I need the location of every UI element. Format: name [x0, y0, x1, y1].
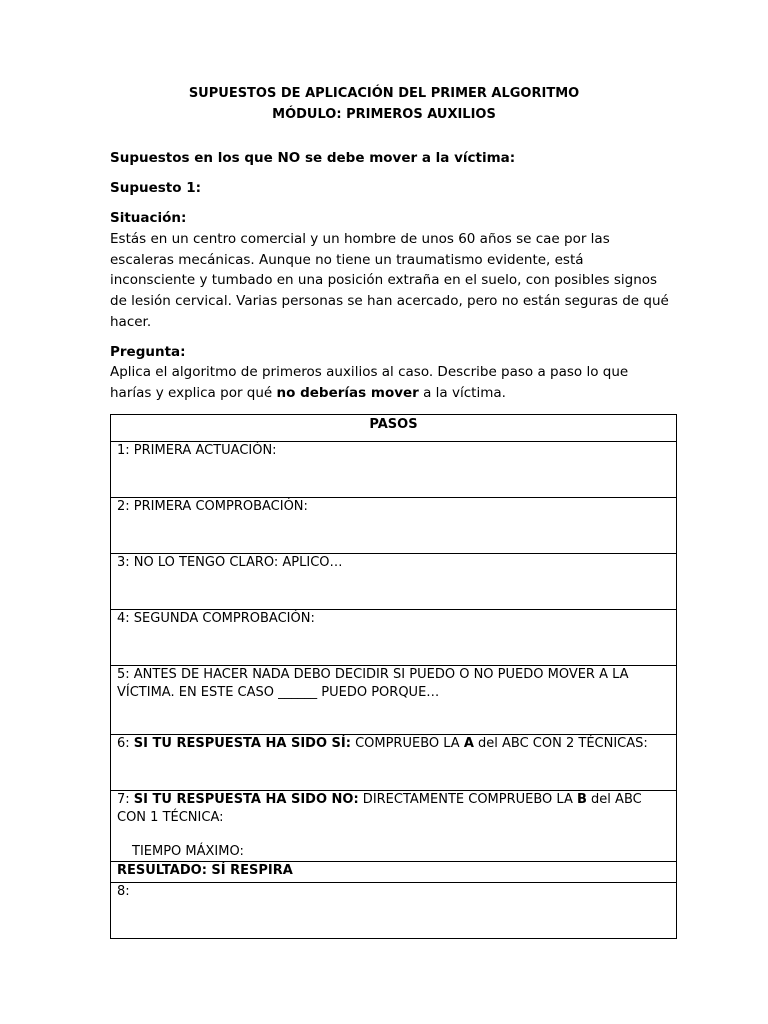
step-7-text: DIRECTAMENTE COMPRUEBO LA — [358, 792, 577, 807]
situacion-heading: Situación: — [110, 210, 187, 226]
pregunta-text-emphasis: no deberías mover — [276, 384, 419, 401]
module-subtitle: MÓDULO: PRIMEROS AUXILIOS — [272, 107, 496, 122]
steps-table — [110, 414, 677, 939]
step-2-cell[interactable]: 2: PRIMERA COMPROBACIÓN: — [111, 498, 677, 554]
step-7-letter: B — [577, 792, 587, 807]
step-3-cell[interactable]: 3: NO LO TENGO CLARO: APLICO… — [111, 554, 677, 610]
step-8-cell[interactable]: 8: — [111, 883, 677, 939]
situacion-text: Estás en un centro comercial y un hombre de unos 60 años se cae por las escaleras mecánicas. Aunque no tiene un traumatismo evidente, está inconsciente y tumbado en una posición extraña en el suelo, con posibles signos de lesión cervical. Varias personas se han acercado, pero no están seguras de qué hacer. — [110, 231, 669, 330]
pregunta-text-end: a la víctima. — [418, 384, 506, 401]
step-6-text-end: del ABC CON 2 TÉCNICAS: — [473, 736, 648, 751]
step-6-text: COMPRUEBO LA — [350, 736, 464, 751]
step-5-cell[interactable]: 5: ANTES DE HACER NADA DEBO DECIDIR SI PUEDO O NO PUEDO MOVER A LA VÍCTIMA. EN ESTE CASO ______ PUEDO PORQUE… — [111, 666, 677, 735]
step-6-condition: SI TU RESPUESTA HA SIDO SÍ: — [133, 736, 351, 751]
supuesto-heading: Supuesto 1: — [110, 180, 202, 196]
step-4-cell[interactable]: 4: SEGUNDA COMPROBACIÓN: — [111, 610, 677, 666]
resultado-row: RESULTADO: SÍ RESPIRA — [111, 862, 677, 883]
steps-table-header: PASOS — [111, 415, 677, 442]
step-1-cell[interactable]: 1: PRIMERA ACTUACIÓN: — [111, 442, 677, 498]
step-6-letter: A — [463, 736, 474, 751]
step-7-number: 7: — [117, 792, 134, 807]
step-7-cell[interactable] — [111, 791, 677, 862]
document-title: SUPUESTOS DE APLICACIÓN DEL PRIMER ALGORITMO — [188, 86, 580, 101]
pregunta-text-start: Aplica el algoritmo de primeros auxilios al caso. Describe paso a paso lo que harías y explica por qué — [110, 364, 629, 401]
intro-heading: Supuestos en los que NO se debe mover a la víctima: — [110, 150, 516, 166]
step-6-number: 6: — [117, 736, 134, 751]
step-6-cell[interactable] — [111, 735, 677, 791]
pregunta-heading: Pregunta: — [110, 344, 186, 360]
step-7-text-end: del ABC CON 1 TÉCNICA: — [117, 792, 642, 825]
pregunta-text — [110, 362, 670, 403]
tiempo-maximo-label: TIEMPO MÁXIMO: — [132, 844, 244, 859]
step-7-condition: SI TU RESPUESTA HA SIDO NO: — [133, 792, 359, 807]
